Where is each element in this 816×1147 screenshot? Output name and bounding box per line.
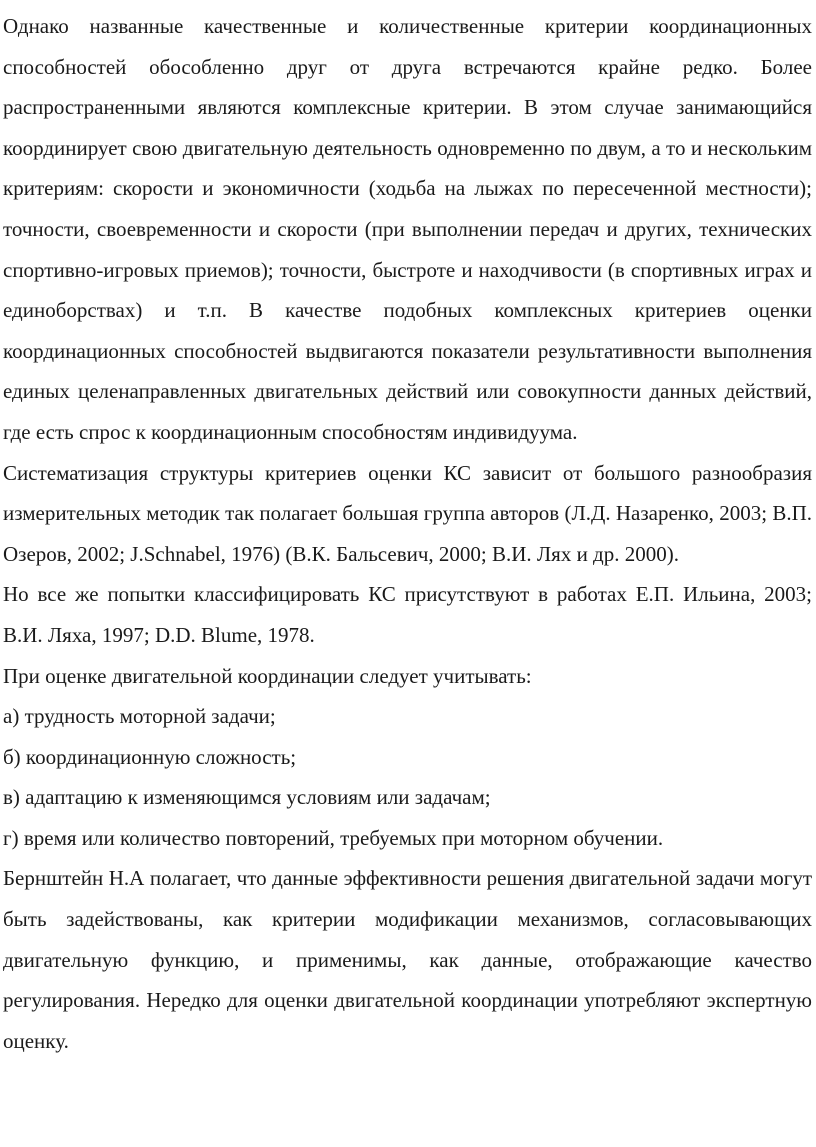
- paragraph-bernstein: Бернштейн Н.А полагает, что данные эффективности решения двигательной задачи могут быть задействованы, как критерии модификации механизмов, согласовывающих двигательную функцию, и применимы, как данные, отображающие качество регулирования. Нередко для оценки двигательной координации употребляют экспертную оценку.: [3, 866, 812, 1053]
- paragraph-systematization: Систематизация структуры критериев оценки КС зависит от большого разнообразия измерительных методик так полагает большая группа авторов (Л.Д. Назаренко, 2003; В.П. Озеров, 2002; J.Schnabel, 1976) (В.К. Бальсевич, 2000; В.И. Лях и др. 2000).: [3, 460, 812, 566]
- list-item-c: в) адаптацию к изменяющимся условиям или задачам;: [3, 785, 491, 810]
- paragraph-classification-attempts: Но все же попытки классифицировать КС присутствуют в работах Е.П. Ильина, 2003; В.И. Ляха, 1997; D.D. Blume, 1978.: [3, 582, 812, 647]
- list-item-a: а) трудность моторной задачи;: [3, 704, 276, 729]
- paragraph-list-intro: При оценке двигательной координации следует учитывать:: [3, 663, 532, 688]
- list-item-d: г) время или количество повторений, требуемых при моторном обучении.: [3, 825, 664, 850]
- list-item-b: б) координационную сложность;: [3, 744, 297, 769]
- paragraph-comprehensive-criteria: Однако названные качественные и количественные критерии координационных способностей обособленно друг от друга встречаются крайне редко. Более распространенными являются комплексные критерии. В этом случае занимающийся координирует свою двигательную деятельность одновременно по двум, а то и нескольким критериям: скорости и экономичности (ходьба на лыжах по пересеченной местности); точности, своевременности и скорости (при выполнении передач и других, технических спортивно-игровых приемов); точности, быстроте и находчивости (в спортивных играх и единоборствах) и т.п. В качестве подобных комплексных критериев оценки координационных способностей выдвигаются показатели результативности выполнения единых целенаправленных двигательных действий или совокупности данных действий, где есть спрос к координационным способностям индивидуума.: [3, 14, 812, 444]
